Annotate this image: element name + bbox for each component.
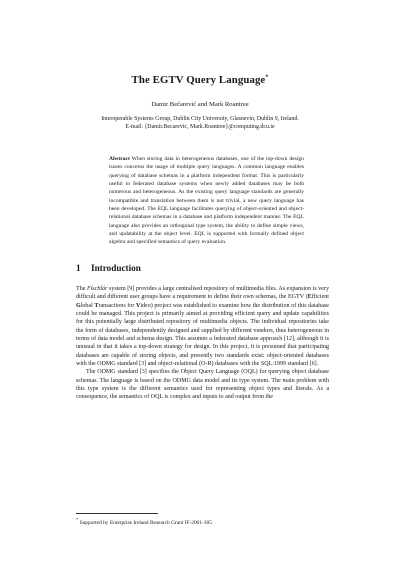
footnote xyxy=(76,517,329,526)
body-text xyxy=(76,285,329,402)
affiliation: Interoperable Systems Group, Dublin City University, Glasnevin, Dublin 9, Ireland. xyxy=(101,116,299,122)
footnote-marker: * xyxy=(76,517,79,522)
acronym-t: T xyxy=(94,302,99,309)
authors: Damir Bečarević and Mark Roantree xyxy=(151,101,249,108)
title-text: The EGTV Query Language xyxy=(131,74,266,86)
p1-text-ff: fficient xyxy=(311,294,329,301)
p1-text-lobal: lobal xyxy=(80,302,95,309)
footnote-rule xyxy=(76,513,158,514)
acronym-g: G xyxy=(76,302,81,309)
footnote-text: Supported by Enterprise Ireland Research Grant IF-2001-305 xyxy=(79,519,212,526)
section-number: 1 xyxy=(76,263,81,273)
p1-text-b: system [9] provides a large centralised repository of multimedia files. As expansion is very difficult and different user groups have a requirement to define their own schemas, the EGTV ( xyxy=(76,286,329,301)
abstract-text: When storing data in heterogeneous databases, one of the top-down design issues concerns the usage of multiple query languages. A common language enables querying of database schemas in a platform independent format. This is particularly useful in federated database systems when newly added databases may be both numerous and heterogeneous. As the existing query language standards are generally incompatible and translation between them is not trivial, a new query language has been developed. The EQL language facilitates querying of object-oriented and object-relational database schemas in a database and platform independent manner. The EQL language also provides an orthogonal type system, the ability to define simple views, and updatability at the object level. EQL is supported with formally defined object algebra and specified semantics of query evaluation. xyxy=(109,156,304,246)
acronym-v: V xyxy=(135,302,141,309)
abstract xyxy=(109,155,304,247)
abstract-label: Abstract xyxy=(109,156,130,162)
p1-text-c: ideo) project was established to examine how the distribution of this database could be managed. This project is primarily aimed at providing efficient query and update capabilities for this potentially large distributed repository of multimedia objects. The individual repositories take the form of databases, independently designed and supplied by different vendors, thus heterogeneous in terms of data model and schema design. This assumes a federated database approach [12], although it is unusual in that it takes a top-down strategy for design. In this project, it is presumed that participating databases are capable of storing objects, and presently two standards exist: object-oriented databases with the ODMG standard [3] and object-relational (O-R) databases with the SQL:1999 standard [6]. xyxy=(76,302,329,368)
paragraph-1 xyxy=(76,285,329,368)
affiliation-block xyxy=(0,115,400,132)
acronym-e: E xyxy=(307,294,312,301)
paragraph-2: The ODMG standard [3] specifies the Object Query Language (OQL) for querying object database schemas. The language is based on the ODMG data model and its type system. The main problem with this type system is the different semantics used for representing object types and literals. As a consequence, the semantics of OQL is complex and inputs to and output from the xyxy=(76,369,329,401)
section-heading xyxy=(76,263,141,273)
p1-text-ransactions: ransactions for xyxy=(98,302,136,309)
fischlar-name: Físchlár xyxy=(86,286,108,292)
section-title: Introduction xyxy=(91,263,141,273)
paper-title xyxy=(0,74,400,86)
title-footnote-marker: * xyxy=(265,74,269,81)
email: E-mail: {Damir.Becarevic, Mark.Roantree}@computing.dcu.ie xyxy=(125,124,275,131)
p1-text-a: The xyxy=(76,286,87,292)
